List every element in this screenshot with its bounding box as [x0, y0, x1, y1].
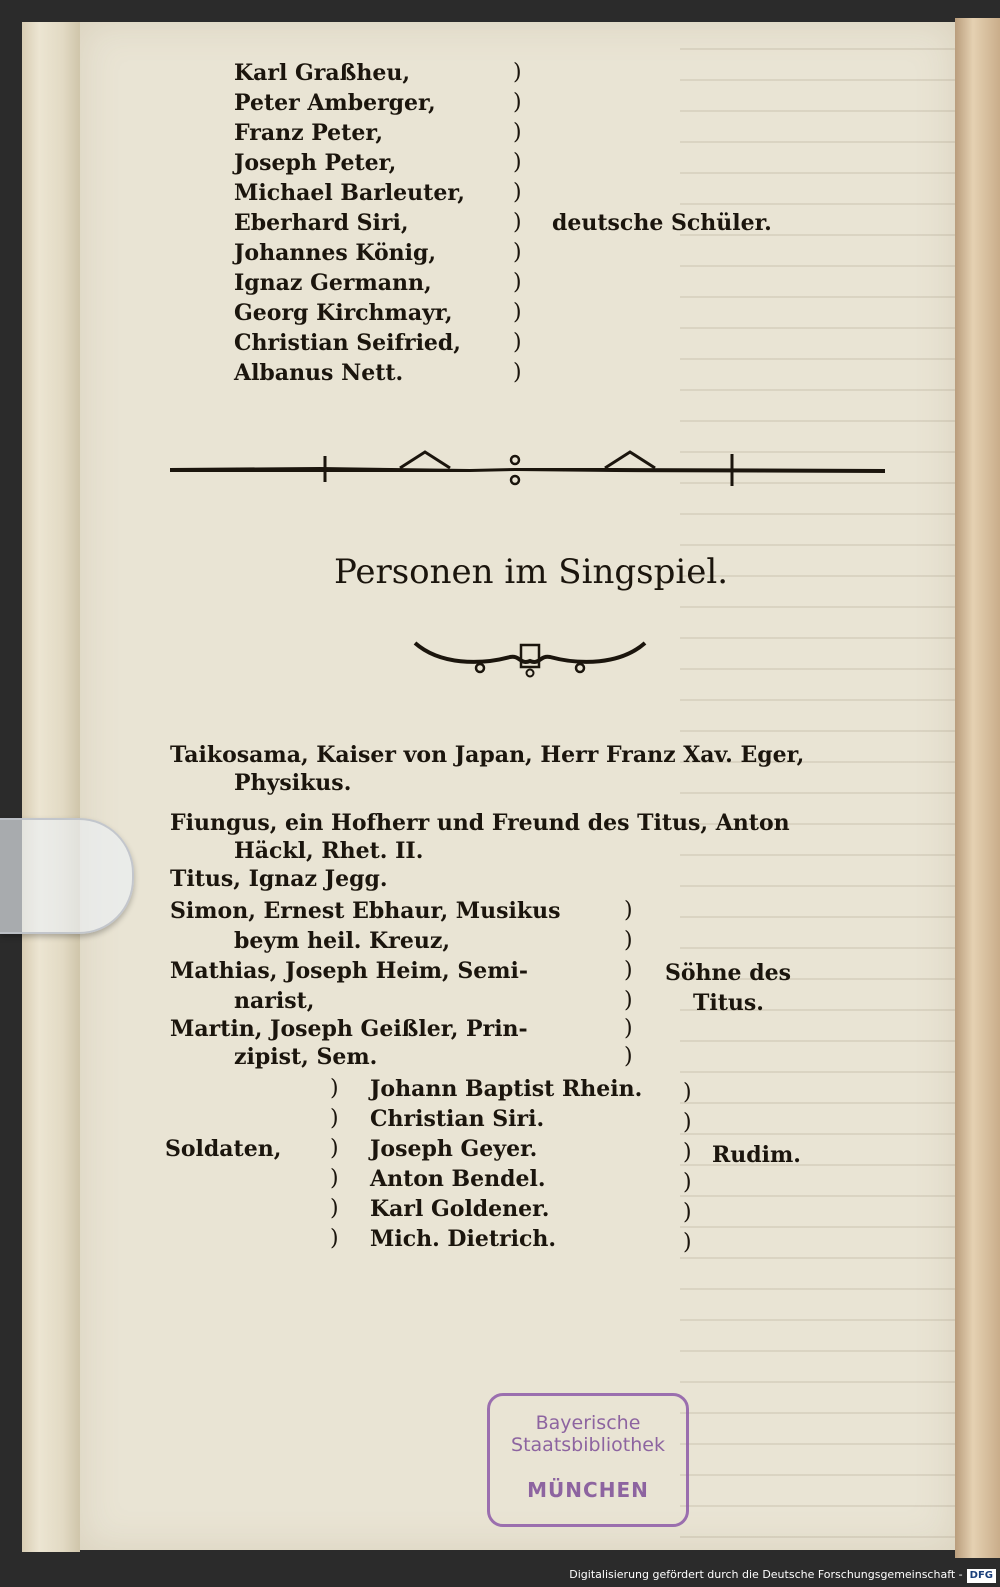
student-name-6: Eberhard Siri, — [234, 210, 409, 236]
soldiers-label: Soldaten, — [165, 1136, 282, 1162]
section-heading: Personen im Singspiel. — [334, 552, 729, 592]
student-name-10: Christian Seifried, — [234, 330, 461, 356]
footer-text: Digitalisierung gefördert durch die Deutsche Forschungsgemeinschaft - — [569, 1568, 963, 1581]
soldier-name-3: Joseph Geyer. — [370, 1136, 538, 1162]
ornamental-divider — [170, 450, 885, 490]
sons-label-cont: Titus. — [693, 990, 764, 1016]
soldier-name-1: Johann Baptist Rhein. — [370, 1076, 643, 1102]
cast-taikosama-cont: Physikus. — [234, 770, 352, 796]
cast-titus: Titus, Ignaz Jegg. — [170, 866, 388, 892]
right-page-edges — [955, 18, 1000, 1558]
bleed-through-texture — [680, 22, 955, 1550]
left-page-edges — [22, 22, 80, 1552]
student-name-1: Karl Graßheu, — [234, 60, 410, 86]
cast-simon-cont: beym heil. Kreuz, — [234, 928, 450, 954]
stamp-line-2: Staatsbibliothek — [511, 1434, 665, 1456]
cast-martin: Martin, Joseph Geißler, Prin- — [170, 1016, 528, 1042]
cast-mathias: Mathias, Joseph Heim, Semi- — [170, 958, 528, 984]
stamp-line-1: Bayerische — [535, 1412, 641, 1434]
cast-martin-cont: zipist, Sem. — [234, 1044, 378, 1070]
cast-mathias-cont: narist, — [234, 988, 315, 1014]
soldiers-group-label: Rudim. — [712, 1142, 801, 1168]
soldier-name-6: Mich. Dietrich. — [370, 1226, 557, 1252]
student-name-11: Albanus Nett. — [234, 360, 404, 386]
library-stamp — [487, 1393, 689, 1527]
digitization-footer — [569, 1565, 996, 1585]
dfg-logo: DFG — [967, 1569, 996, 1583]
soldier-name-2: Christian Siri. — [370, 1106, 545, 1132]
student-name-8: Ignaz Germann, — [234, 270, 432, 296]
cast-fiungus: Fiungus, ein Hofherr und Freund des Titus, Anton — [170, 810, 790, 836]
student-name-5: Michael Barleuter, — [234, 180, 465, 206]
page-clip — [0, 818, 134, 934]
student-name-2: Peter Amberger, — [234, 90, 436, 116]
flourish-ornament — [410, 635, 650, 680]
student-name-7: Johannes König, — [234, 240, 437, 266]
soldier-name-5: Karl Goldener. — [370, 1196, 550, 1222]
student-name-9: Georg Kirchmayr, — [234, 300, 453, 326]
sons-label: Söhne des — [665, 960, 791, 986]
cast-fiungus-cont: Häckl, Rhet. II. — [234, 838, 424, 864]
stamp-line-3: MÜNCHEN — [527, 1478, 649, 1502]
cast-taikosama: Taikosama, Kaiser von Japan, Herr Franz Xav. Eger, — [170, 742, 805, 768]
student-name-3: Franz Peter, — [234, 120, 383, 146]
soldier-name-4: Anton Bendel. — [370, 1166, 546, 1192]
cast-simon: Simon, Ernest Ebhaur, Musikus — [170, 898, 561, 924]
student-name-4: Joseph Peter, — [234, 150, 397, 176]
students-group-label: deutsche Schüler. — [552, 210, 772, 236]
